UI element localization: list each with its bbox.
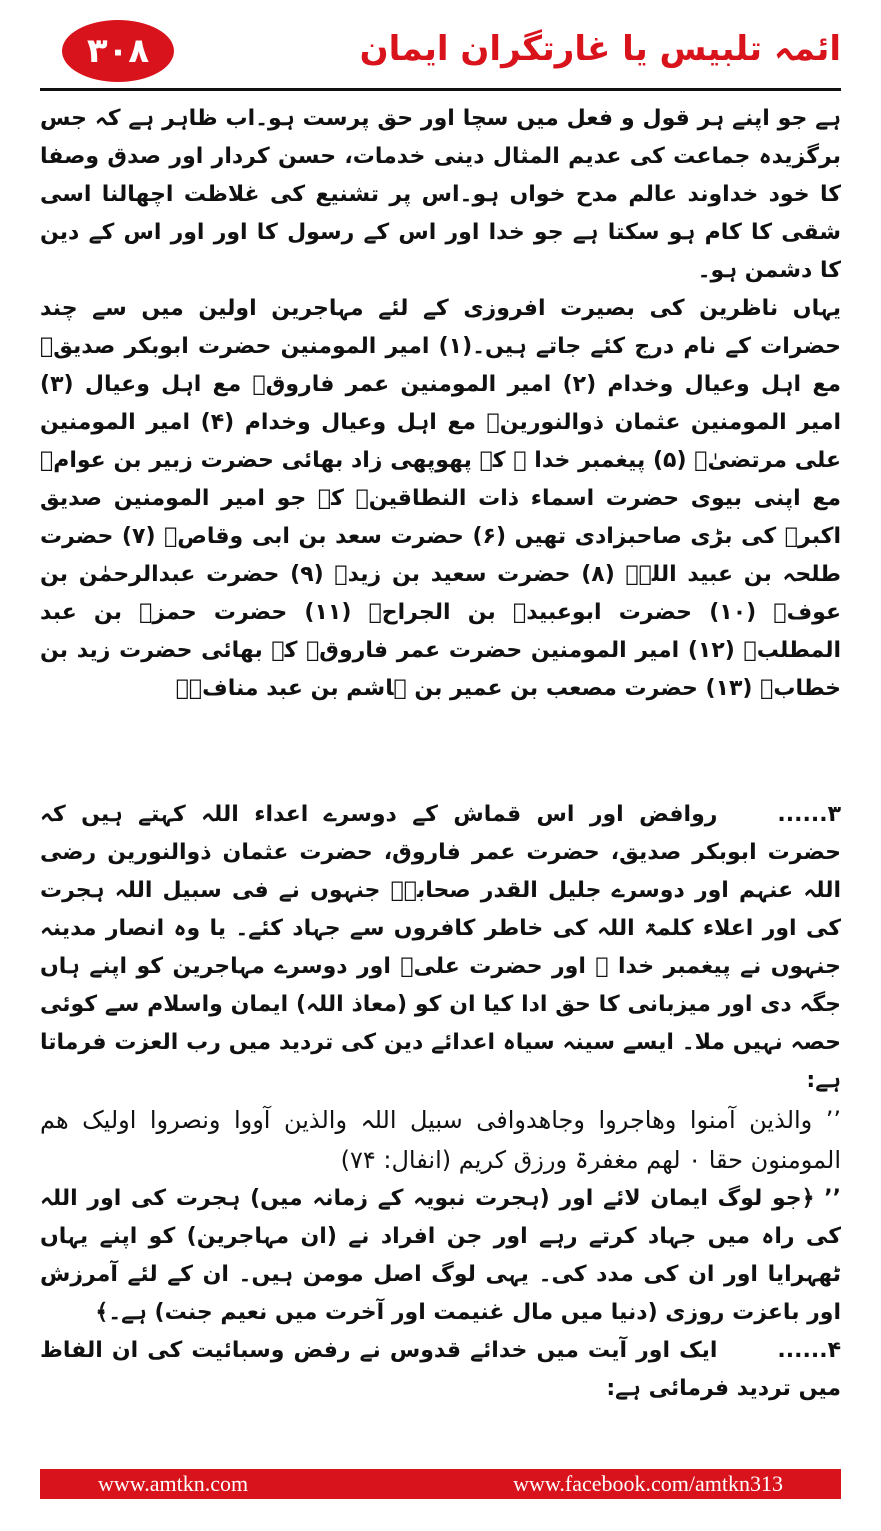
item-4-text: ایک اور آیت میں خدائے قدوس نے رفض وسبائیت کی ان الفاظ میں تردید فرمائی ہے: <box>40 1338 841 1401</box>
page-content <box>40 100 841 1463</box>
book-title: ائمہ تلبیس یا غارتگران ایمان <box>359 29 841 69</box>
quran-verse: ’’ والذین آمنوا وھاجروا وجاھدوافی سبیل اللہ والذین آووا ونصروا اولیک ھم المومنون حقا ۰ لھم مغفرۃ ورزق کریم (انفال: ۷۴) <box>40 1106 841 1174</box>
item-4 <box>40 1332 841 1408</box>
paragraph-1: ہے جو اپنے ہر قول و فعل میں سچا اور حق پرست ہو۔اب ظاہر ہے کہ جس برگزیدہ جماعت کی عدیم المثال دینی خدمات، حسن کردار اور صدق وصفا کا خود خداوند عالم مدح خواں ہو۔اس پر تشنیع کی غلاظت اچھالنا اسی شقی کا کام ہو سکتا ہے جو خدا اور اس کے رسول کا اور اور اس کے دین کا دشمن ہو۔ <box>40 106 841 283</box>
paragraph-2: یہاں ناظرین کی بصیرت افروزی کے لئے مہاجرین اولین میں سے چند حضرات کے نام درج کئے جاتے ہیں۔(۱) امیر المومنین حضرت ابوبکر صدیقؓ مع اہل وعیال وخدام (۲) امیر المومنین عمر فاروقؓ مع اہل وعیال (۳) امیر المومنین عثمان ذوالنورینؓ مع اہل وعیال وخدام (۴) امیر المومنین علی مرتضیٰؓ (۵) پیغمبر خدا ﷺ کے پھوپھی زاد بھائی حضرت زبیر بن عوامؓ مع اپنی بیوی حضرت اسماء ذات النطاقینؓ کے جو امیر المومنین صدیق اکبرؓ کی بڑی صاحبزادی تھیں (۶) حضرت سعد بن ابی وقاصؓ (۷) حضرت طلحہ بن عبید اللہؓ (۸) حضرت سعید بن زیدؓ (۹) حضرت عبدالرحمٰن بن عوفؓ (۱۰) حضرت ابوعبیدہ بن الجراحؓ (۱۱) حضرت حمزہ بن عبد المطلبؓ (۱۲) امیر المومنین حضرت عمر فاروقؓ کے بھائی حضرت زید بن خطابؓ (۱۳) حضرت مصعب بن عمیر بن ہاشم بن عبد منافؓ۔ <box>40 296 841 701</box>
spacer <box>40 758 841 796</box>
facebook-link[interactable]: www.facebook.com/amtkn313 <box>513 1471 783 1496</box>
page-footer <box>40 1469 841 1499</box>
page-number: ۳۰۸ <box>86 31 150 71</box>
page-header <box>0 0 881 95</box>
website-link[interactable]: www.amtkn.com <box>98 1471 249 1496</box>
item-3-text: روافض اور اس قماش کے دوسرے اعداء اللہ کہتے ہیں کہ حضرت ابوبکر صدیق، حضرت عمر فاروق، حضرت عثمان ذوالنورین رضی اللہ عنہم اور دوسرے جلیل القدر صحابہؓ جنہوں نے فی سبیل اللہ ہجرت کی اور اعلاء کلمۃ اللہ کی خاطر کافروں سے جہاد کئے۔ یا وہ انصار مدینہ جنہوں نے پیغمبر خدا ﷺ اور حضرت علیؓ اور دوسرے مہاجرین کو اپنے ہاں جگہ دی اور میزبانی کا حق ادا کیا ان کو (معاذ اللہ) ایمان واسلام سے کوئی حصہ نہیں ملا۔ ایسے سینہ سیاہ اعدائے دین کی تردید میں رب العزت فرماتا ہے: <box>40 802 841 1093</box>
page-number-badge <box>62 20 174 82</box>
item-4-number: ۴...... <box>777 1338 841 1363</box>
verse-translation: ’’ ﴿جو لوگ ایمان لائے اور (ہجرت نبویہ کے زمانہ میں) ہجرت کی اور اللہ کی راہ میں جہاد کرتے رہے اور جن افراد نے (ان مہاجرین) کو اپنے یہاں ٹھہرایا اور ان کی مدد کی۔ یہی لوگ اصل مومن ہیں۔ ان کے لئے آمرزش اور باعزت روزی (دنیا میں مال غنیمت اور آخرت میں نعیم جنت) ہے۔﴾ <box>40 1186 841 1325</box>
spacer <box>40 708 841 758</box>
item-3-number: ۳...... <box>777 802 841 827</box>
header-divider <box>40 88 841 91</box>
item-3 <box>40 796 841 1100</box>
